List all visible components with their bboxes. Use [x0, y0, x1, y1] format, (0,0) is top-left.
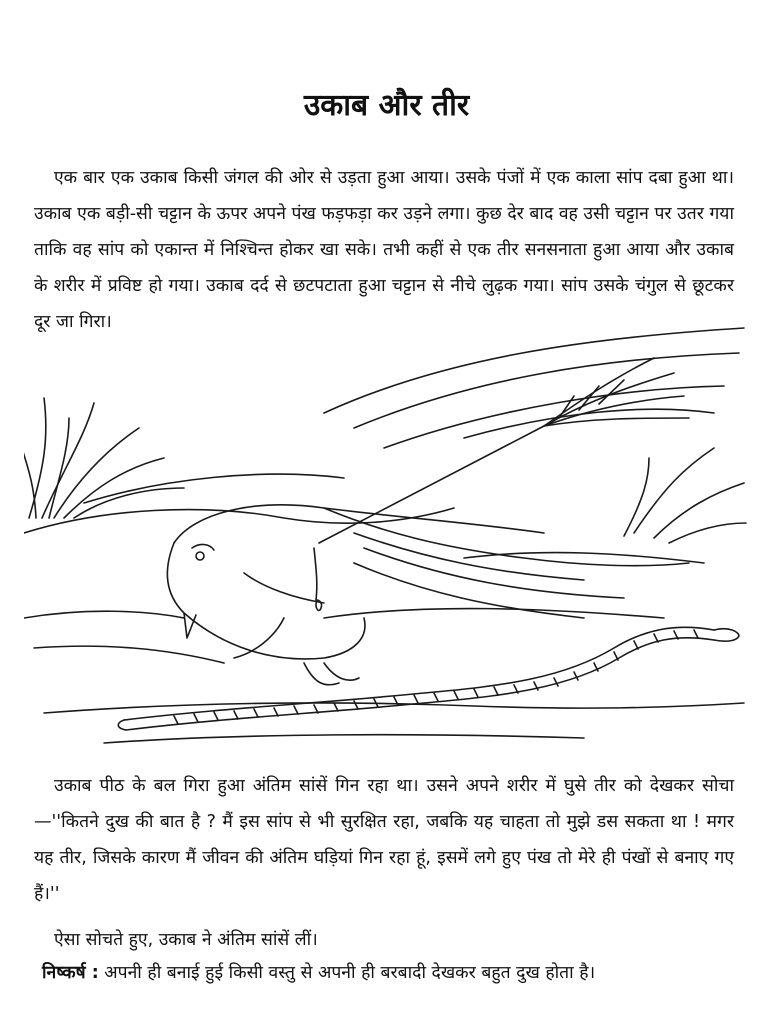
eagle: [167, 505, 689, 685]
paragraph-2: उकाब पीठ के बल गिरा हुआ अंतिम सांसें गिन रहा था। उसने अपने शरीर में घुसे तीर को देखकर सोचा—''कितने दुख की बात है ? मैं इस सांप से भी सुरक्षित रहा, जबकि यह चाहता तो मुझे डस सकता था ! मगर यह तीर, जिसके कारण मैं जीवन की अंतिम घड़ियां गिन रहा हूं, इसमें लगे हुए पंख तो मेरे ही पंखों से बनाए गए हैं।'': [34, 776, 734, 904]
sky-lines: [84, 328, 744, 503]
snake: [118, 627, 739, 730]
paragraph-3: ऐसा सोचते हुए, उकाब ने अंतिम सांसें लीं।: [54, 930, 318, 950]
grass-right: [624, 448, 746, 543]
moral-paragraph: [34, 955, 734, 991]
eagle-arrow-snake-illustration: [24, 318, 749, 768]
moral-label: निष्कर्ष :: [42, 963, 99, 983]
moral-text: अपनी ही बनाई हुई किसी वस्तु से अपनी ही बरबादी देखकर बहुत दुख होता है।: [98, 963, 596, 983]
paragraph-1: एक बार एक उकाब किसी जंगल की ओर से उड़ता हुआ आया। उसके पंजों में एक काला सांप दबा हुआ था। उकाब एक बड़ी-सी चट्टान के ऊपर अपने पंख फड़फड़ा कर उड़ने लगा। कुछ देर बाद वह उसी चट्टान पर उतर गया ताकि वह सांप को एकान्त में निश्चिन्त होकर खा सके। तभी कहीं से एक तीर सनसनाता हुआ आया और उकाब के शरीर में प्रविष्ट हो गया। उकाब दर्द से छटपटाता हुआ चट्टान से नीचे लुढ़क गया। सांप उसके चंगुल से छूटकर दूर जा गिरा।: [34, 168, 734, 332]
story-title: उकाब और तीर: [303, 88, 470, 123]
grass-left: [24, 398, 184, 518]
